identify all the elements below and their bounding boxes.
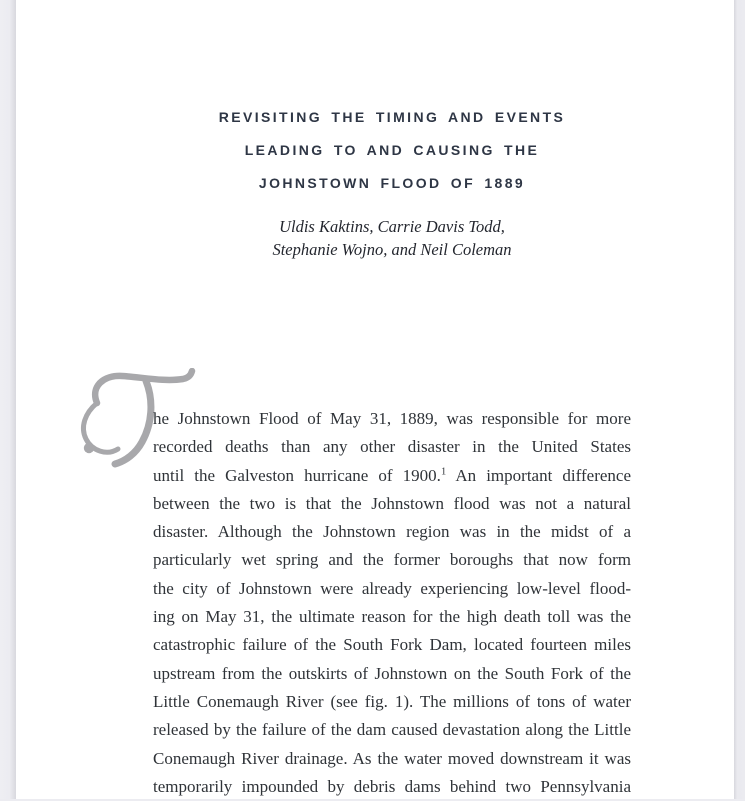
- text-column: [153, 0, 631, 799]
- body-text-line: Conemaugh River drainage. As the water moved downstream it was: [153, 748, 631, 768]
- body-text-segment: until the Galveston hurricane of 1900.: [153, 465, 441, 485]
- body-text-line: particularly wet spring and the former boroughs that now form: [153, 550, 631, 570]
- body-text-line: catastrophic failure of the South Fork Dam, located fourteen miles: [153, 635, 631, 655]
- page-margin-left: [0, 0, 16, 799]
- body-text-line: temporarily impounded by debris dams behind two Pennsylvania: [153, 776, 631, 796]
- body-text-line: he Johnstown Flood of May 31, 1889, was responsible for more: [153, 409, 631, 428]
- body-text-line: ing on May 31, the ultimate reason for the high death toll was the: [153, 607, 631, 627]
- author-byline: [113, 215, 671, 261]
- body-text-line: Little Conemaugh River (see fig. 1). The millions of tons of water: [153, 691, 631, 711]
- body-text-line: released by the failure of the dam caused devastation along the Little: [153, 720, 631, 740]
- body-text-line: upstream from the outskirts of Johnstown on the South Fork of the: [153, 663, 631, 683]
- body-text-line: between the two is that the Johnstown flood was not a natural: [153, 493, 631, 513]
- body-text-segment: An important difference: [446, 465, 631, 485]
- chapter-title-line: REVISITING THE TIMING AND EVENTS: [218, 109, 566, 125]
- page-margin-right: [734, 0, 745, 799]
- chapter-title-line: JOHNSTOWN FLOOD OF 1889: [258, 175, 526, 191]
- chapter-title-line: LEADING TO AND CAUSING THE: [244, 142, 540, 158]
- body-text-line: disaster. Although the Johnstown region was in the midst of a: [153, 522, 631, 542]
- body-text-line: recorded deaths than any other disaster in the United States: [153, 437, 631, 457]
- footnote-reference: 1: [440, 465, 447, 477]
- author-line: Uldis Kaktins, Carrie Davis Todd,: [279, 217, 505, 236]
- author-line: Stephanie Wojno, and Neil Coleman: [272, 240, 512, 259]
- body-text-line: [153, 462, 631, 490]
- chapter-title: [93, 101, 691, 200]
- body-text-line: the city of Johnstown were already experiencing low-level flood-: [153, 578, 631, 598]
- book-page: [16, 0, 734, 799]
- body-paragraph: [153, 405, 631, 801]
